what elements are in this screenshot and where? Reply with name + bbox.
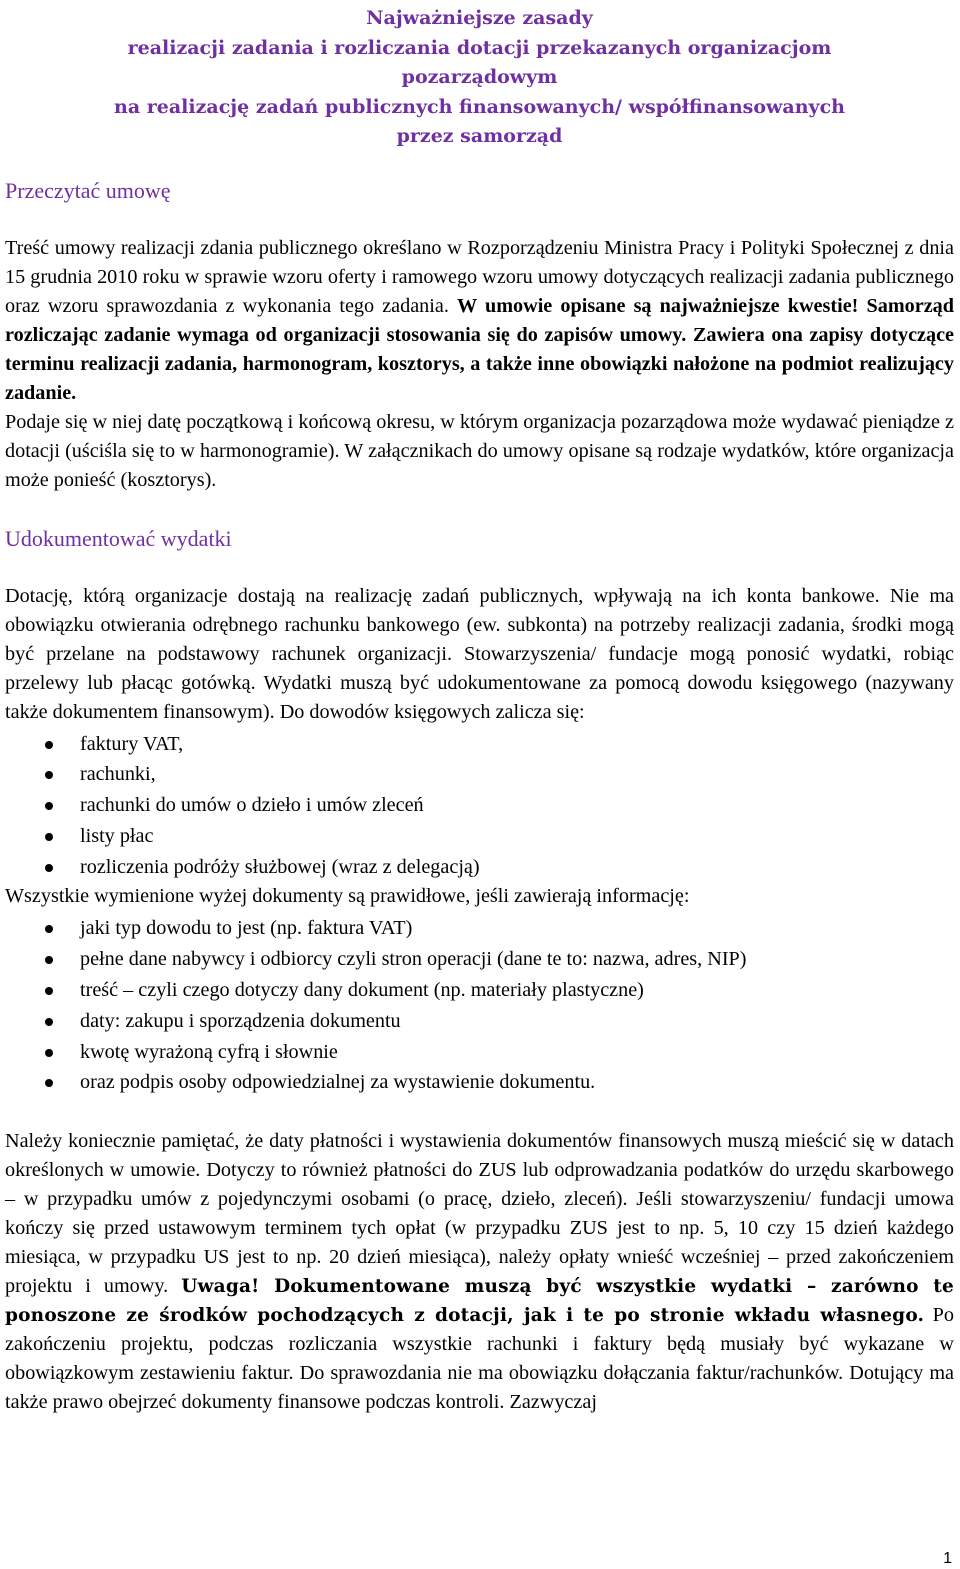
paragraph-bank-accounts: Dotację, którą organizacje dostają na realizację zadań publicznych, wpływają na ich konta bankowe. Nie ma obowiązku otwierania odrębnego rachunku bankowego (ew. subkonta) na potrzeby realizacji zadania, środki mogą być przelane na podstawowy rachunek organizacji. Stowarzyszenia/ fundacje mogą ponosić wydatki, robiąc przelewy lub płacąc gotówką. Wydatki muszą być udokumentowane za pomocą dowodu księgowego (nazywany także dokumentem finansowym). Do dowodów księgowych zalicza się: [5, 584, 954, 723]
warning-text: Uwaga! Dokumentowane muszą być wszystkie wydatki – zarówno te ponoszone ze środków pochodzących z dotacji, jak i te po stronie wkładu własnego. [5, 1276, 954, 1327]
page-number: 1 [943, 1550, 952, 1567]
title-line: realizacji zadania i rozliczania dotacji przekazanych organizacjom [127, 36, 832, 59]
list-item: daty: zakupu i sporządzenia dokumentu [5, 1006, 954, 1037]
paragraph-text: Po zakończeniu projektu, podczas rozliczania wszystkie rachunki i faktury będą musiały być wykazane w obowiązkowym zestawieniu faktur. Do sprawozdania nie ma obowiązku dołączania faktur/rachunków. Dotujący ma także prawo obejrzeć dokumenty finansowe podczas kontroli. Zazwyczaj [5, 1304, 954, 1414]
title-line: pozarządowym [401, 66, 558, 88]
paragraph-document-requirements: Wszystkie wymienione wyżej dokumenty są prawidłowe, jeśli zawierają informację: [5, 885, 690, 908]
title-line: przez samorząd [396, 125, 563, 147]
document-info-list [5, 913, 954, 1098]
list-item: rachunki, [5, 759, 954, 790]
accounting-documents-list [5, 729, 954, 883]
list-item: rozliczenia podróży służbowej (wraz z delegacją) [5, 852, 954, 883]
section-heading-read-contract: Przeczytać umowę [5, 177, 171, 203]
paragraph-text: Należy koniecznie pamiętać, że daty płatności i wystawienia dokumentów finansowych muszą mieścić się w datach określonych w umowie. Dotyczy to również płatności do ZUS lub odprowadzania podatków do urzędu skarbowego – w przypadku umów z pojedynczymi osobami (o pracę, dzieło, zleceń). Jeśli stowarzyszeniu/ fundacji umowa kończy się przed ustawowym terminem tych opłat (w przypadku ZUS jest to np. 5, 10 czy 15 dzień każdego miesiąca, w przypadku US jest to np. 20 dzień miesiąca), należy opłaty wnieść wcześniej – przed zakończeniem projektu i umowy. [5, 1130, 954, 1298]
paragraph-text: Treść umowy realizacji zdania publicznego określano w Rozporządzeniu Ministra Pracy i Polityki Społecznej z dnia 15 grudnia 2010 roku w sprawie wzoru oferty i ramowego wzoru umowy dotyczących realizacji zadania publicznego oraz wzoru sprawozdania z wykonania tego zadania. [5, 236, 954, 317]
section-heading-document-expenses: Udokumentować wydatki [5, 525, 232, 551]
list-item: treść – czyli czego dotyczy dany dokument (np. materiały plastyczne) [5, 975, 954, 1006]
paragraph-payment-dates [5, 1127, 954, 1417]
paragraph-contract-dates: Podaje się w niej datę początkową i końcową okresu, w którym organizacja pozarządowa może wydawać pieniądze z dotacji (uściśla się to w harmonogramie). W załącznikach do umowy opisane są rodzaje wydatków, które organizacja może ponieść (kosztorys). [5, 410, 954, 491]
title-line: na realizację zadań publicznych finansowanych/ współfinansowanych [114, 95, 845, 118]
paragraph-bold-text: W umowie opisane są najważniejsze kwestie! Samorząd rozliczając zadanie wymaga od organizacji stosowania się do zapisów umowy. Zawiera ona zapisy dotyczące terminu realizacji zadania, harmonogram, kosztorys, a także inne obowiązki nałożone na podmiot realizujący zadanie. [5, 294, 954, 404]
list-item: rachunki do umów o dzieło i umów zleceń [5, 790, 954, 821]
list-item: oraz podpis osoby odpowiedzialnej za wystawienie dokumentu. [5, 1067, 954, 1098]
list-item: faktury VAT, [5, 729, 954, 760]
list-item: kwotę wyrażoną cyfrą i słownie [5, 1037, 954, 1068]
title-line: Najważniejsze zasady [366, 7, 593, 29]
list-item: pełne dane nabywcy i odbiorcy czyli stron operacji (dane te to: nazwa, adres, NIP) [5, 944, 954, 975]
list-item: listy płac [5, 821, 954, 852]
document-title [5, 4, 954, 152]
list-item: jaki typ dowodu to jest (np. faktura VAT) [5, 913, 954, 944]
paragraph-contract-intro [5, 234, 954, 408]
